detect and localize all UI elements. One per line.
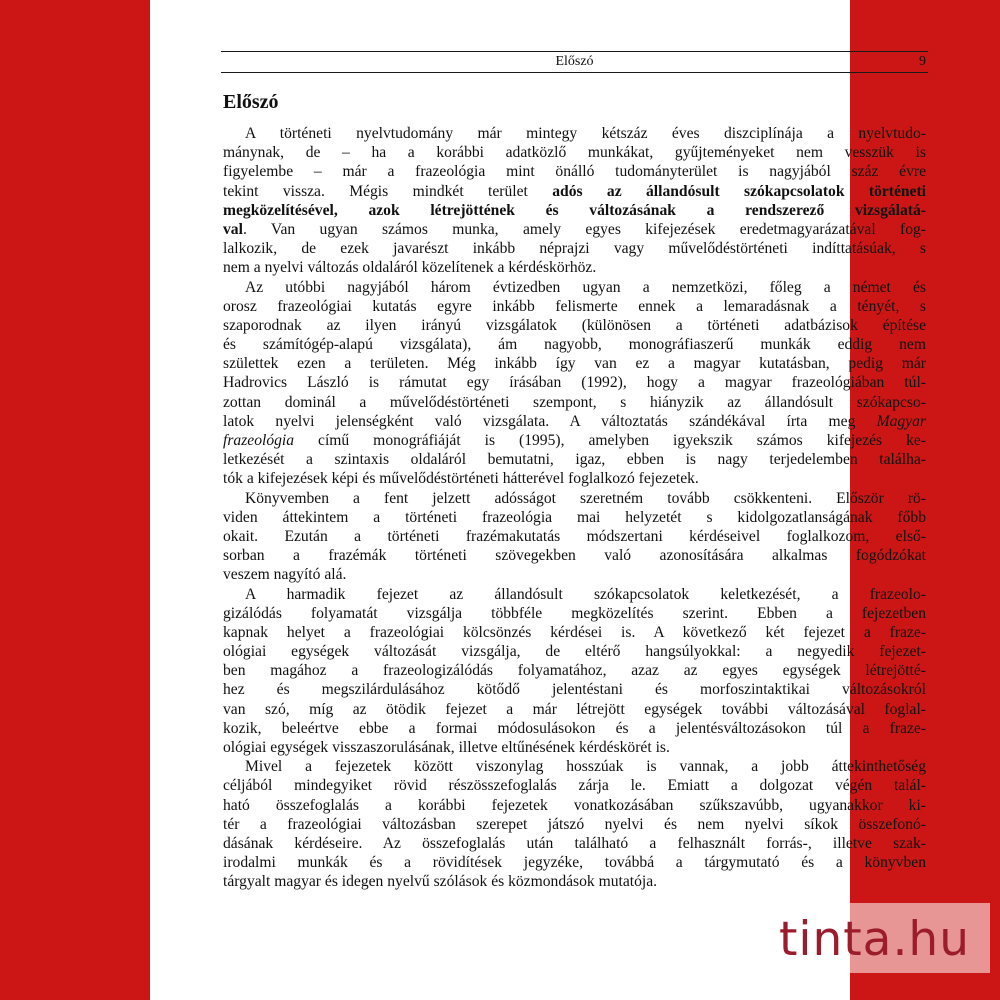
paragraph xyxy=(223,489,926,585)
text-line: Mivel a fejezetek között viszonylag hosszúak is vannak, a jobb áttekinthetőség xyxy=(245,758,926,776)
page-number: 9 xyxy=(919,54,926,69)
text-line: Az utóbbi nagyjából három évtizedben ugyan a nemzetközi, főleg a német és xyxy=(245,278,926,296)
text-line: tekint vissza. Mégis mindkét terület adós az állandósult szókapcsolatok történeti xyxy=(223,182,927,200)
text-line: ben magához a frazeologizálódás folyamatához, azaz az egyes egységek létrejötté- xyxy=(223,662,926,680)
chapter-title: Előszó xyxy=(223,91,279,113)
text-line: szaporodnak az ilyen irányú vizsgálatok (különösen a történeti adatbázisok építése xyxy=(223,316,926,334)
text-line: Könyvemben a fent jelzett adósságot szeretném tovább csökkenteni. Először rö- xyxy=(245,489,926,507)
text-line: okait. Ezután a történeti frazémakutatás módszertani kérdéseivel foglalkozom, első- xyxy=(223,527,926,545)
text-line: Hadrovics László is rámutat egy írásában (1992), hogy a magyar frazeológiában túl- xyxy=(223,374,926,392)
text-line: dásának kérdéseire. Az összefoglalás után található a felhasznált forrás-, illetve szak- xyxy=(223,834,926,852)
text-line: megközelítésével, azok létrejöttének és változásának a rendszerező vizsgálatá- xyxy=(223,201,926,219)
paragraph xyxy=(223,124,926,278)
text-line: nem a nyelvi változás oldaláról közelítenek a kérdéskörhöz. xyxy=(223,259,597,277)
text-line: A harmadik fejezet az állandósult szókapcsolatok keletkezését, a frazeolo- xyxy=(245,585,926,603)
text-line: orosz frazeológiai kutatás egyre inkább felismerte ennek a lemaradásnak a tényét, s xyxy=(223,297,926,315)
text-line: figyelembe – már a frazeológia mint önálló tudományterület is nagyjából száz évre xyxy=(223,163,926,181)
text-line: irodalmi munkák és a rövidítések jegyzéke, továbbá a tárgymutató és a könyvben xyxy=(223,854,926,872)
text-line: ológiai egységek változását vizsgálja, de eltérő hangsúlyokkal: a negyedik fejezet- xyxy=(223,643,926,661)
paragraph xyxy=(223,278,926,489)
text-line: kapnak helyet a frazeológiai kölcsönzés kérdései is. A következő két fejezet a fraze- xyxy=(223,623,926,641)
text-line: veszem nagyító alá. xyxy=(223,566,347,584)
text-line: val. Van ugyan számos munka, amely egyes kifejezések eredetmagyarázatával fog- xyxy=(223,220,926,238)
text-line: tók a kifejezések képi és művelődéstörténeti hátterével foglalkozó fejezetek. xyxy=(223,470,699,488)
text-line: tér a frazeológiai változásban szerepet játszó nyelvi és nem nyelvi síkok összefonó- xyxy=(223,815,926,833)
text-line: hez és megszilárdulásához kötődő jelentéstani és morfoszintaktikai változásokról xyxy=(223,681,926,699)
paragraph xyxy=(223,757,926,891)
text-line: gizálódás folyamatát vizsgálja többféle megközelítés szerint. Ebben a fejezetben xyxy=(223,604,926,622)
text-line: sorban a frazémák történeti szövegekben való azonosítására alkalmas fogódzókat xyxy=(223,547,926,565)
text-line: lalkozik, de ezek javarészt inkább néprajzi vagy művelődéstörténeti indíttatásúak, s xyxy=(223,240,926,258)
running-head-title: Előszó xyxy=(555,54,594,69)
text-line: letkezését a szintaxis oldaláról bemutatni, igaz, ebben is nagy terjedelemben találha- xyxy=(223,451,926,469)
text-line: frazeológia című monográfiáját is (1995), amelyben igyekszik számos kifejezés ke- xyxy=(223,432,926,449)
paragraph xyxy=(223,585,926,758)
text-line: viden áttekintem a történeti frazeológia mai helyzetét s kidolgozatlanságának főbb xyxy=(223,508,926,526)
running-head xyxy=(221,51,928,73)
text-line: A történeti nyelvtudomány már mintegy kétszáz éves diszciplínája a nyelvtudo- xyxy=(245,125,926,142)
text-line: céljából mindegyiket rövid részösszefoglalás zárja le. Emiatt a dolgozat végén talál- xyxy=(223,777,926,795)
text-line: tárgyalt magyar és idegen nyelvű szólások és közmondások mutatója. xyxy=(223,873,658,891)
watermark-logo: tinta.hu xyxy=(778,912,970,967)
text-line: van szó, míg az ötödik fejezet a már létrejött egységek további változásával foglal- xyxy=(223,700,926,718)
text-line: és számítógép-alapú vizsgálata), ám nagyobb, monográfiaszerű munkák eddig nem xyxy=(223,336,926,354)
text-line: zottan dominál a művelődéstörténeti szempont, s hiányzik az állandósult szókapcso- xyxy=(223,393,926,411)
text-line: ható összefoglalás a korábbi fejezetek vonatkozásában szűkszavúbb, ugyanakkor ki- xyxy=(223,796,926,814)
text-line: latok nyelvi jelenségként való vizsgálata. A változtatás szándékával írta meg Magyar xyxy=(223,412,926,430)
text-line: kozik, beleértve ebbe a formai módosulásokon és a jelentésváltozásokon túl a fraze- xyxy=(223,719,926,737)
body-text xyxy=(223,124,926,892)
text-line: születtek ezen a területen. Még inkább így van ez a magyar kutatásban, pedig már xyxy=(223,355,926,373)
text-line: mánynak, de – ha a korábbi adatközlő munkákat, gyűjteményeket nem vesszük is xyxy=(223,144,926,162)
text-line: ológiai egységek visszaszorulásának, illetve eltűnésének kérdéskörét is. xyxy=(223,739,670,756)
